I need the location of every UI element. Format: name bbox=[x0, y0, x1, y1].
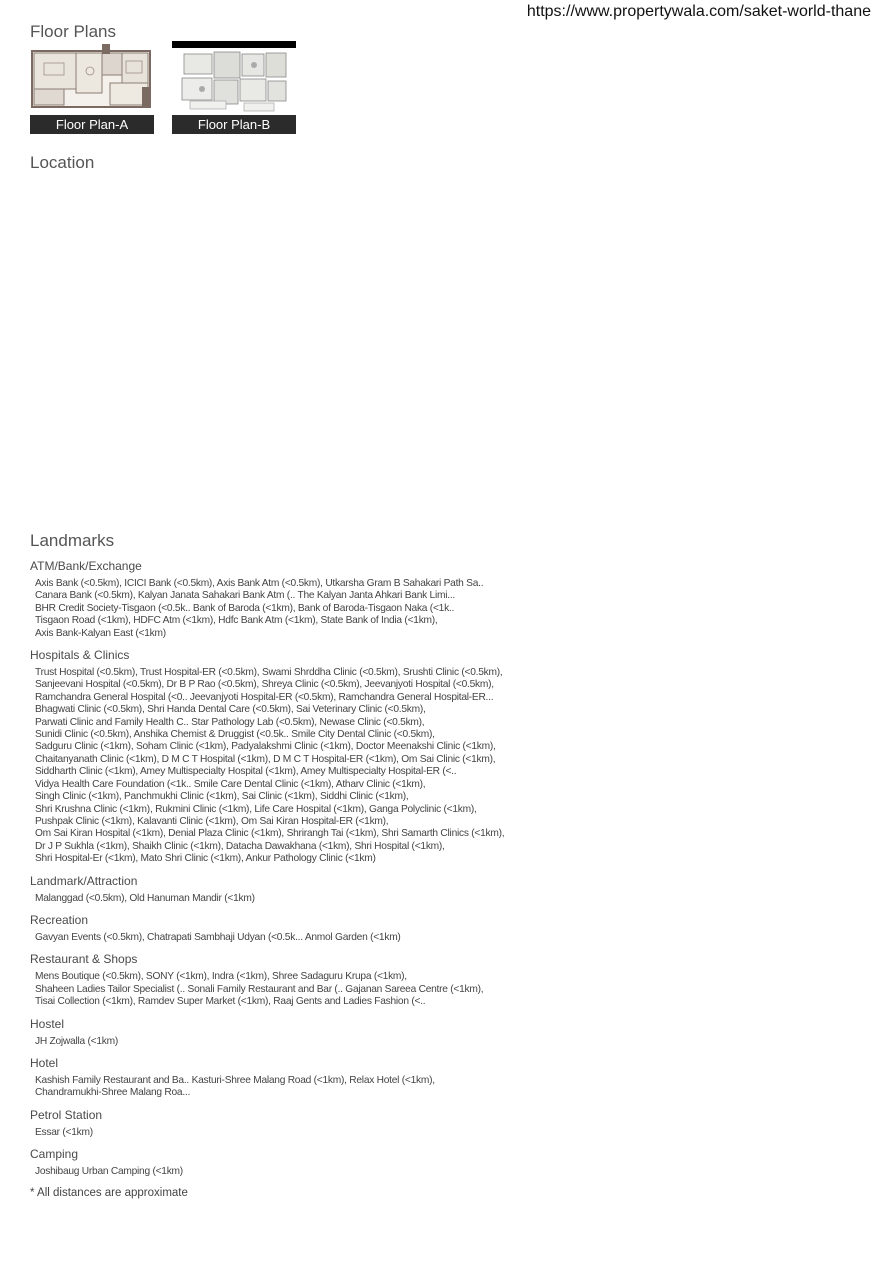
floor-plan-a-image[interactable] bbox=[30, 41, 154, 115]
page-url[interactable]: https://www.propertywala.com/saket-world-thane bbox=[526, 3, 871, 20]
landmark-category bbox=[30, 648, 630, 866]
category-title: Landmark/Attraction bbox=[30, 873, 138, 888]
category-title: Camping bbox=[30, 1147, 79, 1162]
category-title: ATM/Bank/Exchange bbox=[30, 559, 142, 573]
floor-plans-title: Floor Plans bbox=[30, 22, 116, 41]
floor-plan-b[interactable] bbox=[172, 41, 296, 134]
category-items: Essar (<1km) bbox=[35, 1126, 93, 1138]
landmark-category bbox=[30, 559, 630, 640]
location-title: Location bbox=[30, 153, 95, 172]
landmarks-list bbox=[30, 559, 630, 1199]
floor-plan-b-caption: Floor Plan-B bbox=[172, 115, 296, 134]
category-items: Trust Hospital (<0.5km), Trust Hospital-ER (<0.5km), Swami Shrddha Clinic (<0.5km), Srushti Clinic (<0.5km), Sanjeevani Hospital (<0.5km), Dr B P Rao (<0.5km), Shreya Clinic (<0.5km), Jeevanjyoti Hospital (<0.5km), Ramchandra General Hospital (<0.. Jeevanjyoti Hospital-ER (<0.5km), Ramchandra General Hospital-ER... Bhagwati Clinic (<0.5km), Shri Handa Dental Care (<0.5km), Sai Veterinary Clinic (<0.5km), Parwati Clinic and Family Health C.. Star Pathology Lab (<0.5km), Newase Clinic (<0.5km), Sunidi Clinic (<0.5km), Anshika Chemist & Druggist (<0.5k.. Smile City Dental Clinic (<0.5km), Sadguru Clinic (<1km), Soham Clinic (<1km), Padyalakshmi Clinic (<1km), Doctor Meenakshi Clinic (<1km), Chaitanyanath Clinic (<1km), D M C T Hospital (<1km), D M C T Hospital-ER (<1km), Om Sai Clinic (<1km), Siddharth Clinic (<1km), Amey Multispecialty Hospital (<1km), Amey Multispecialty Hospital-ER (<.. Vidya Health Care Foundation (<1k.. Smile Care Dental Clinic (<1km), Atharv Clinic (<1km), Singh Clinic (<1km), Panchmukhi Clinic (<1km), Sai Clinic (<1km), Siddhi Clinic (<1km), Shri Krushna Clinic (<1km), Rukmini Clinic (<1km), Life Care Hospital (<1km), Ganga Polyclinic (<1km), Pushpak Clinic (<1km), Kalavanti Clinic (<1km), Om Sai Kiran Hospital-ER (<1km), Om Sai Kiran Hospital (<1km), Denial Plaza Clinic (<1km), Shrirangh Tai (<1km), Shri Samarth Clinics (<1km), Dr J P Sukhla (<1km), Shaikh Clinic (<1km), Datacha Dawakhana (<1km), Shri Hospital (<1km), Shri Hospital-Er (<1km), Mato Shri Clinic (<1km), Ankur Pathology Clinic (<1km) bbox=[35, 667, 505, 865]
floor-plan-a[interactable] bbox=[30, 41, 154, 134]
category-items: Joshibaug Urban Camping (<1km) bbox=[35, 1166, 183, 1178]
landmark-category bbox=[30, 1017, 630, 1048]
category-title: Petrol Station bbox=[30, 1107, 103, 1122]
category-items: Gavyan Events (<0.5km), Chatrapati Sambhaji Udyan (<0.5k... Anmol Garden (<1km) bbox=[35, 931, 401, 943]
category-title: Hospitals & Clinics bbox=[30, 648, 130, 663]
floor-plan-a-caption: Floor Plan-A bbox=[30, 115, 154, 134]
category-items: JH Zojwalla (<1km) bbox=[35, 1035, 118, 1047]
category-title: Hotel bbox=[30, 1055, 59, 1070]
category-items: Kashish Family Restaurant and Ba.. Kasturi-Shree Malang Road (<1km), Relax Hotel (<1km), Chandramukhi-Shree Malang Roa... bbox=[35, 1074, 435, 1099]
landmark-category bbox=[30, 1147, 630, 1178]
floor-plan-b-image[interactable] bbox=[172, 41, 296, 115]
distance-disclaimer: * All distances are approximate bbox=[30, 1186, 188, 1199]
category-title: Restaurant & Shops bbox=[30, 952, 138, 967]
landmarks-title: Landmarks bbox=[30, 531, 115, 550]
location-map-area bbox=[30, 184, 860, 519]
landmark-category bbox=[30, 1108, 630, 1139]
category-items: Axis Bank (<0.5km), ICICI Bank (<0.5km), Axis Bank Atm (<0.5km), Utkarsha Gram B Sahakari Path Sa.. Canara Bank (<0.5km), Kalyan Janata Sahakari Bank Atm (.. The Kalyan Janta Ahkari Bank Limi... BHR Credit Society-Tisgaon (<0.5k.. Bank of Baroda (<1km), Bank of Baroda-Tisgaon Naka (<1k.. Tisgaon Road (<1km), HDFC Atm (<1km), Hdfc Bank Atm (<1km), State Bank of India (<1km), Axis Bank-Kalyan East (<1km) bbox=[35, 578, 484, 639]
landmark-category bbox=[30, 913, 630, 944]
category-title: Recreation bbox=[30, 912, 89, 927]
landmark-category bbox=[30, 1056, 630, 1100]
landmark-category bbox=[30, 874, 630, 905]
category-title: Hostel bbox=[30, 1016, 65, 1031]
category-items: Mens Boutique (<0.5km), SONY (<1km), Indra (<1km), Shree Sadaguru Krupa (<1km), Shaheen Ladies Tailor Specialist (.. Sonali Family Restaurant and Bar (.. Gajanan Sareea Centre (<1km), Tisai Collection (<1km), Ramdev Super Market (<1km), Raaj Gents and Ladies Fashion (<.. bbox=[35, 971, 484, 1008]
category-items: Malanggad (<0.5km), Old Hanuman Mandir (<1km) bbox=[35, 892, 255, 904]
landmark-category bbox=[30, 952, 630, 1008]
